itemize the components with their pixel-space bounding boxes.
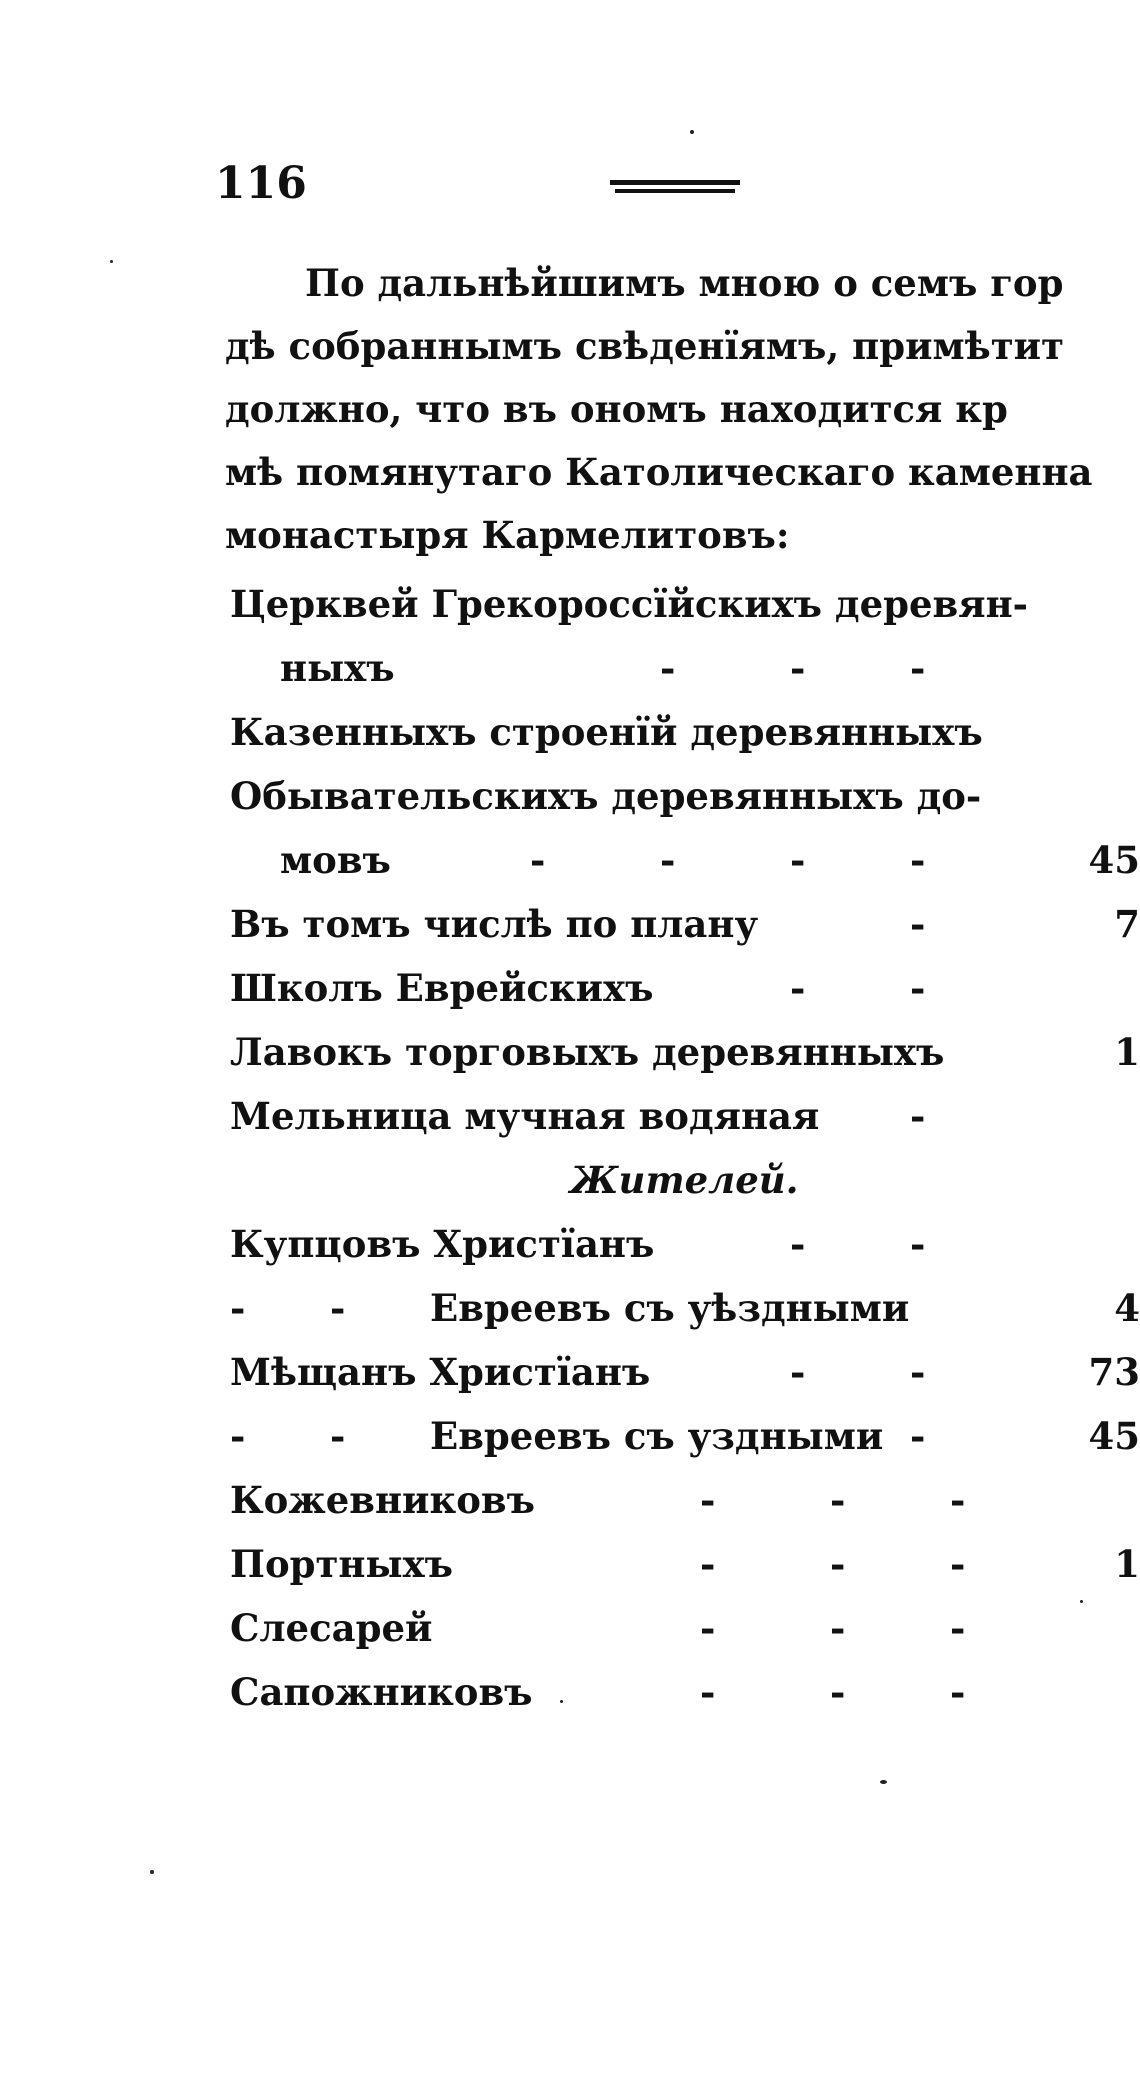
row-label: Купцовъ Христїанъ [230, 1222, 655, 1266]
row-label: ныхъ [280, 646, 395, 690]
list-row [230, 1660, 1140, 1724]
row-label: Сапожниковъ [230, 1670, 533, 1714]
leader-dash: - [830, 1542, 846, 1586]
leader-dash: - [910, 1414, 926, 1458]
list-row [230, 1212, 1140, 1276]
leader-dash: - [230, 1414, 246, 1458]
list-row [230, 1468, 1140, 1532]
row-label: Обывательскихъ деревянныхъ до- [230, 774, 982, 818]
leader-dash: - [700, 1606, 716, 1650]
row-label: Въ томъ числѣ по плану [230, 902, 759, 946]
leader-dash: - [230, 1286, 246, 1330]
leader-dash: - [790, 838, 806, 882]
leader-dash: - [830, 1606, 846, 1650]
list-row [230, 828, 1140, 892]
list-row [230, 1148, 1140, 1212]
list-row [230, 1404, 1140, 1468]
list-row [230, 1084, 1140, 1148]
leader-dash: - [910, 1094, 926, 1138]
row-label: Евреевъ съ уздными [430, 1414, 884, 1458]
leader-dash: - [790, 1222, 806, 1266]
leader-dash: - [700, 1542, 716, 1586]
intro-line: монастыря Кармелитовъ: [225, 513, 790, 557]
leader-dash: - [910, 902, 926, 946]
intro-paragraph [225, 252, 1140, 567]
scan-speck [690, 130, 694, 134]
row-label: мовъ [280, 838, 391, 882]
leader-dash: - [950, 1478, 966, 1522]
leader-dash: - [910, 966, 926, 1010]
leader-dash: - [830, 1478, 846, 1522]
leader-dash: - [790, 966, 806, 1010]
list-row [230, 1340, 1140, 1404]
leader-dash: - [950, 1542, 966, 1586]
leader-dash: - [830, 1670, 846, 1714]
row-label: Слесарей [230, 1606, 433, 1650]
row-value: 1 [1114, 1030, 1140, 1074]
list-row [230, 1276, 1140, 1340]
section-heading: Жителей. [570, 1158, 799, 1202]
leader-dash: - [790, 1350, 806, 1394]
header-ornament-rule [610, 180, 740, 196]
row-label: Мельница мучная водяная [230, 1094, 820, 1138]
row-label: Портныхъ [230, 1542, 454, 1586]
statistics-list [230, 572, 1140, 1724]
list-row [230, 1596, 1140, 1660]
leader-dash: - [330, 1414, 346, 1458]
list-row [230, 636, 1140, 700]
leader-dash: - [660, 838, 676, 882]
scan-speck [560, 1700, 563, 1703]
intro-line: дѣ собраннымъ свѣденїямъ, примѣтит [225, 324, 1065, 368]
row-value: 73 [1088, 1350, 1140, 1394]
leader-dash: - [910, 1350, 926, 1394]
leader-dash: - [950, 1670, 966, 1714]
row-value: 1 [1114, 1542, 1140, 1586]
intro-line: По дальнѣйшимъ мною о семъ гор [305, 261, 1064, 305]
intro-line: мѣ помянутаго Католическаго каменна [225, 450, 1093, 494]
list-row [230, 764, 1140, 828]
intro-line: должно, что въ ономъ находится кр [225, 387, 1008, 431]
row-label: Евреевъ съ уѣздными [430, 1286, 910, 1330]
scan-speck [880, 1780, 887, 1784]
list-row [230, 956, 1140, 1020]
leader-dash: - [700, 1478, 716, 1522]
page-number: 116 [215, 158, 307, 209]
leader-dash: - [700, 1670, 716, 1714]
leader-dash: - [330, 1286, 346, 1330]
leader-dash: - [910, 1222, 926, 1266]
row-value: 45 [1088, 838, 1140, 882]
leader-dash: - [910, 646, 926, 690]
list-row [230, 1020, 1140, 1084]
list-row [230, 572, 1140, 636]
row-value: 7 [1114, 902, 1140, 946]
page-header [215, 158, 1115, 218]
row-label: Лавокъ торговыхъ деревянныхъ [230, 1030, 945, 1074]
leader-dash: - [660, 646, 676, 690]
row-label: Церквей Грекороссїйскихъ деревян- [230, 582, 1029, 626]
scan-speck [150, 1870, 154, 1874]
leader-dash: - [950, 1606, 966, 1650]
list-row [230, 700, 1140, 764]
list-row [230, 892, 1140, 956]
scan-speck [110, 260, 113, 263]
leader-dash: - [530, 838, 546, 882]
row-value: 45 [1088, 1414, 1140, 1458]
row-value: 4 [1114, 1286, 1140, 1330]
scan-speck [1080, 1600, 1083, 1603]
leader-dash: - [910, 838, 926, 882]
list-row [230, 1532, 1140, 1596]
row-label: Школъ Еврейскихъ [230, 966, 654, 1010]
row-label: Казенныхъ строенїй деревянныхъ [230, 710, 983, 754]
row-label: Кожевниковъ [230, 1478, 535, 1522]
leader-dash: - [790, 646, 806, 690]
row-label: Мѣщанъ Христїанъ [230, 1350, 651, 1394]
